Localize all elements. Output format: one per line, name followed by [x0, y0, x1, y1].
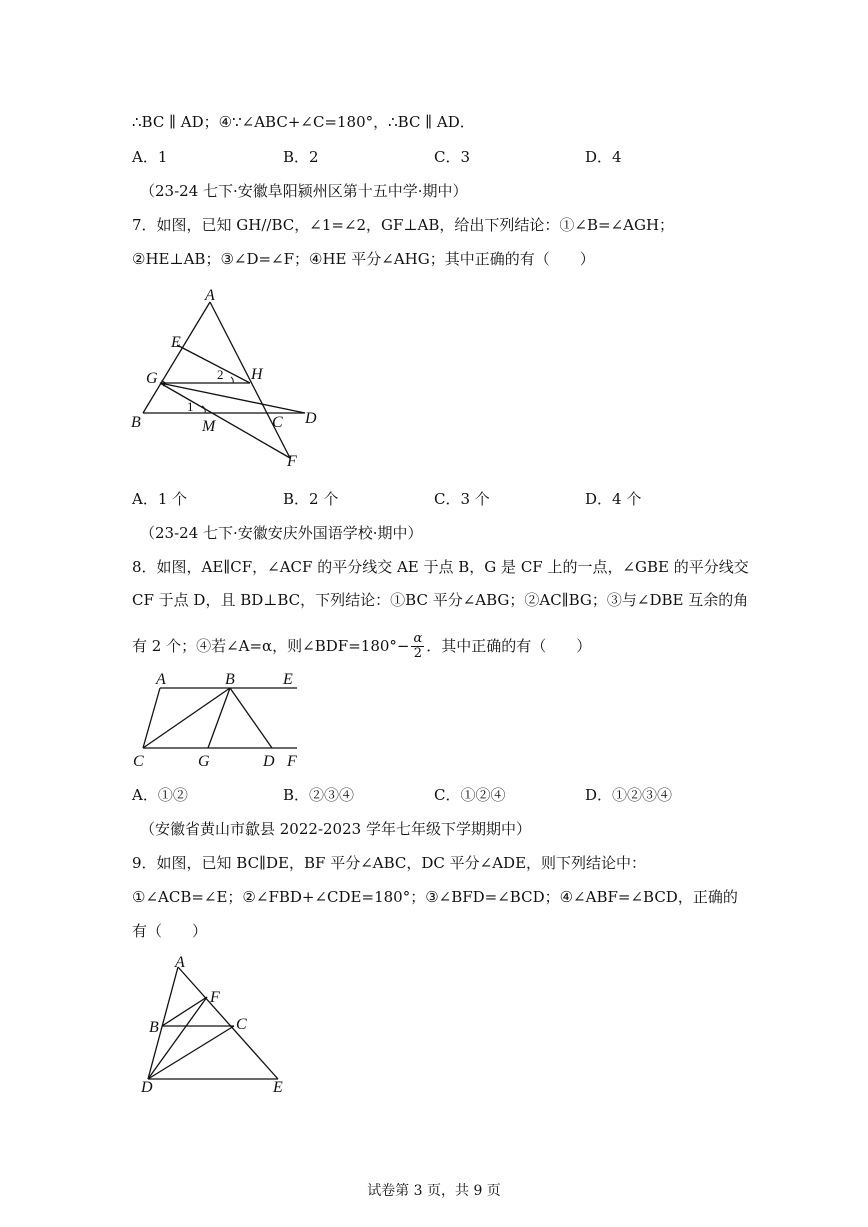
q6-option-b: B．2 [283, 148, 319, 166]
q9-stem-line3: 有（ ） [132, 922, 208, 940]
q8-fraction-denominator: 2 [413, 645, 423, 661]
q9-label-b: B [149, 1019, 159, 1036]
q6-option-d: D．4 [585, 148, 622, 166]
q7-label-d: D [305, 410, 317, 427]
q6-conclusion-line: ∴BC ∥ AD；④∵∠ABC+∠C=180°，∴BC ∥ AD． [132, 113, 475, 131]
q9-label-d: D [141, 1079, 153, 1096]
q7-label-f: F [287, 453, 297, 470]
q7-source: （23-24 七下·安徽阜阳颍州区第十五中学·期中） [140, 182, 468, 200]
q8-label-f: F [287, 753, 297, 770]
q7-label-c: C [272, 414, 283, 431]
q6-option-c: C．3 [434, 148, 471, 166]
q8-figure [125, 668, 315, 773]
q9-stem-line2: ①∠ACB=∠E；②∠FBD+∠CDE=180°；③∠BFD=∠BCD；④∠ABF=∠BCD，正确的 [132, 888, 738, 906]
q7-figure [125, 285, 325, 470]
q8-label-c: C [133, 753, 144, 770]
q8-stem-line3-pre: 有 2 个；④若∠A=α，则∠BDF=180°− [132, 637, 410, 655]
q8-fraction [411, 632, 424, 661]
q7-label-h: H [251, 366, 263, 383]
q9-label-a: A [175, 954, 185, 971]
q7-angle-2-label: 2 [217, 367, 224, 382]
q8-option-d: D．①②③④ [585, 786, 673, 804]
q8-option-a: A．①② [132, 786, 188, 804]
q9-label-f: F [210, 989, 220, 1006]
q9-label-c: C [236, 1016, 247, 1033]
q6-option-a: A．1 [132, 148, 168, 166]
q7-stem-line1: 7．如图，已知 GH//BC，∠1=∠2，GF⊥AB，给出下列结论：①∠B=∠AGH； [132, 216, 675, 234]
q8-option-c: C．①②④ [434, 786, 506, 804]
q8-label-g: G [198, 753, 210, 770]
q8-source: （23-24 七下·安徽安庆外国语学校·期中） [140, 524, 423, 542]
q8-stem-line1: 8．如图，AE∥CF，∠ACF 的平分线交 AE 于点 B，G 是 CF 上的一点，∠GBE 的平分线交 [132, 558, 749, 576]
q9-label-e: E [273, 1079, 283, 1096]
q8-stem-line3 [132, 626, 591, 666]
q7-option-c: C．3 个 [434, 490, 490, 508]
q7-label-m: M [202, 418, 216, 435]
q7-angle-1-label: 1 [187, 399, 194, 414]
q9-stem-line1: 9．如图，已知 BC∥DE，BF 平分∠ABC，DC 平分∠ADE，则下列结论中： [132, 854, 647, 872]
q7-label-e: E [171, 334, 181, 351]
q8-label-e: E [283, 671, 293, 688]
q8-stem-line3-post: ．其中正确的有（ ） [426, 637, 592, 655]
page-footer: 试卷第 3 页，共 9 页 [367, 1183, 501, 1199]
q9-source: （安徽省黄山市歙县 2022-2023 学年七年级下学期期中） [140, 820, 531, 838]
q8-fraction-numerator: α [413, 630, 423, 646]
q7-option-a: A．1 个 [132, 490, 188, 508]
q9-figure [135, 952, 300, 1097]
q7-label-b: B [131, 414, 141, 431]
q8-label-a: A [156, 671, 166, 688]
q7-stem-line2: ②HE⊥AB；③∠D=∠F；④HE 平分∠AHG；其中正确的有（ ） [132, 250, 595, 268]
q7-option-b: B．2 个 [283, 490, 339, 508]
q8-stem-line2: CF 于点 D，且 BD⊥BC，下列结论：①BC 平分∠ABG；②AC∥BG；③与∠DBE 互余的角 [132, 591, 749, 609]
q8-label-d: D [263, 753, 275, 770]
q7-option-d: D．4 个 [585, 490, 642, 508]
q8-label-b: B [225, 671, 235, 688]
q7-label-g: G [146, 370, 158, 387]
q8-option-b: B．②③④ [283, 786, 355, 804]
q7-label-a: A [205, 287, 215, 304]
